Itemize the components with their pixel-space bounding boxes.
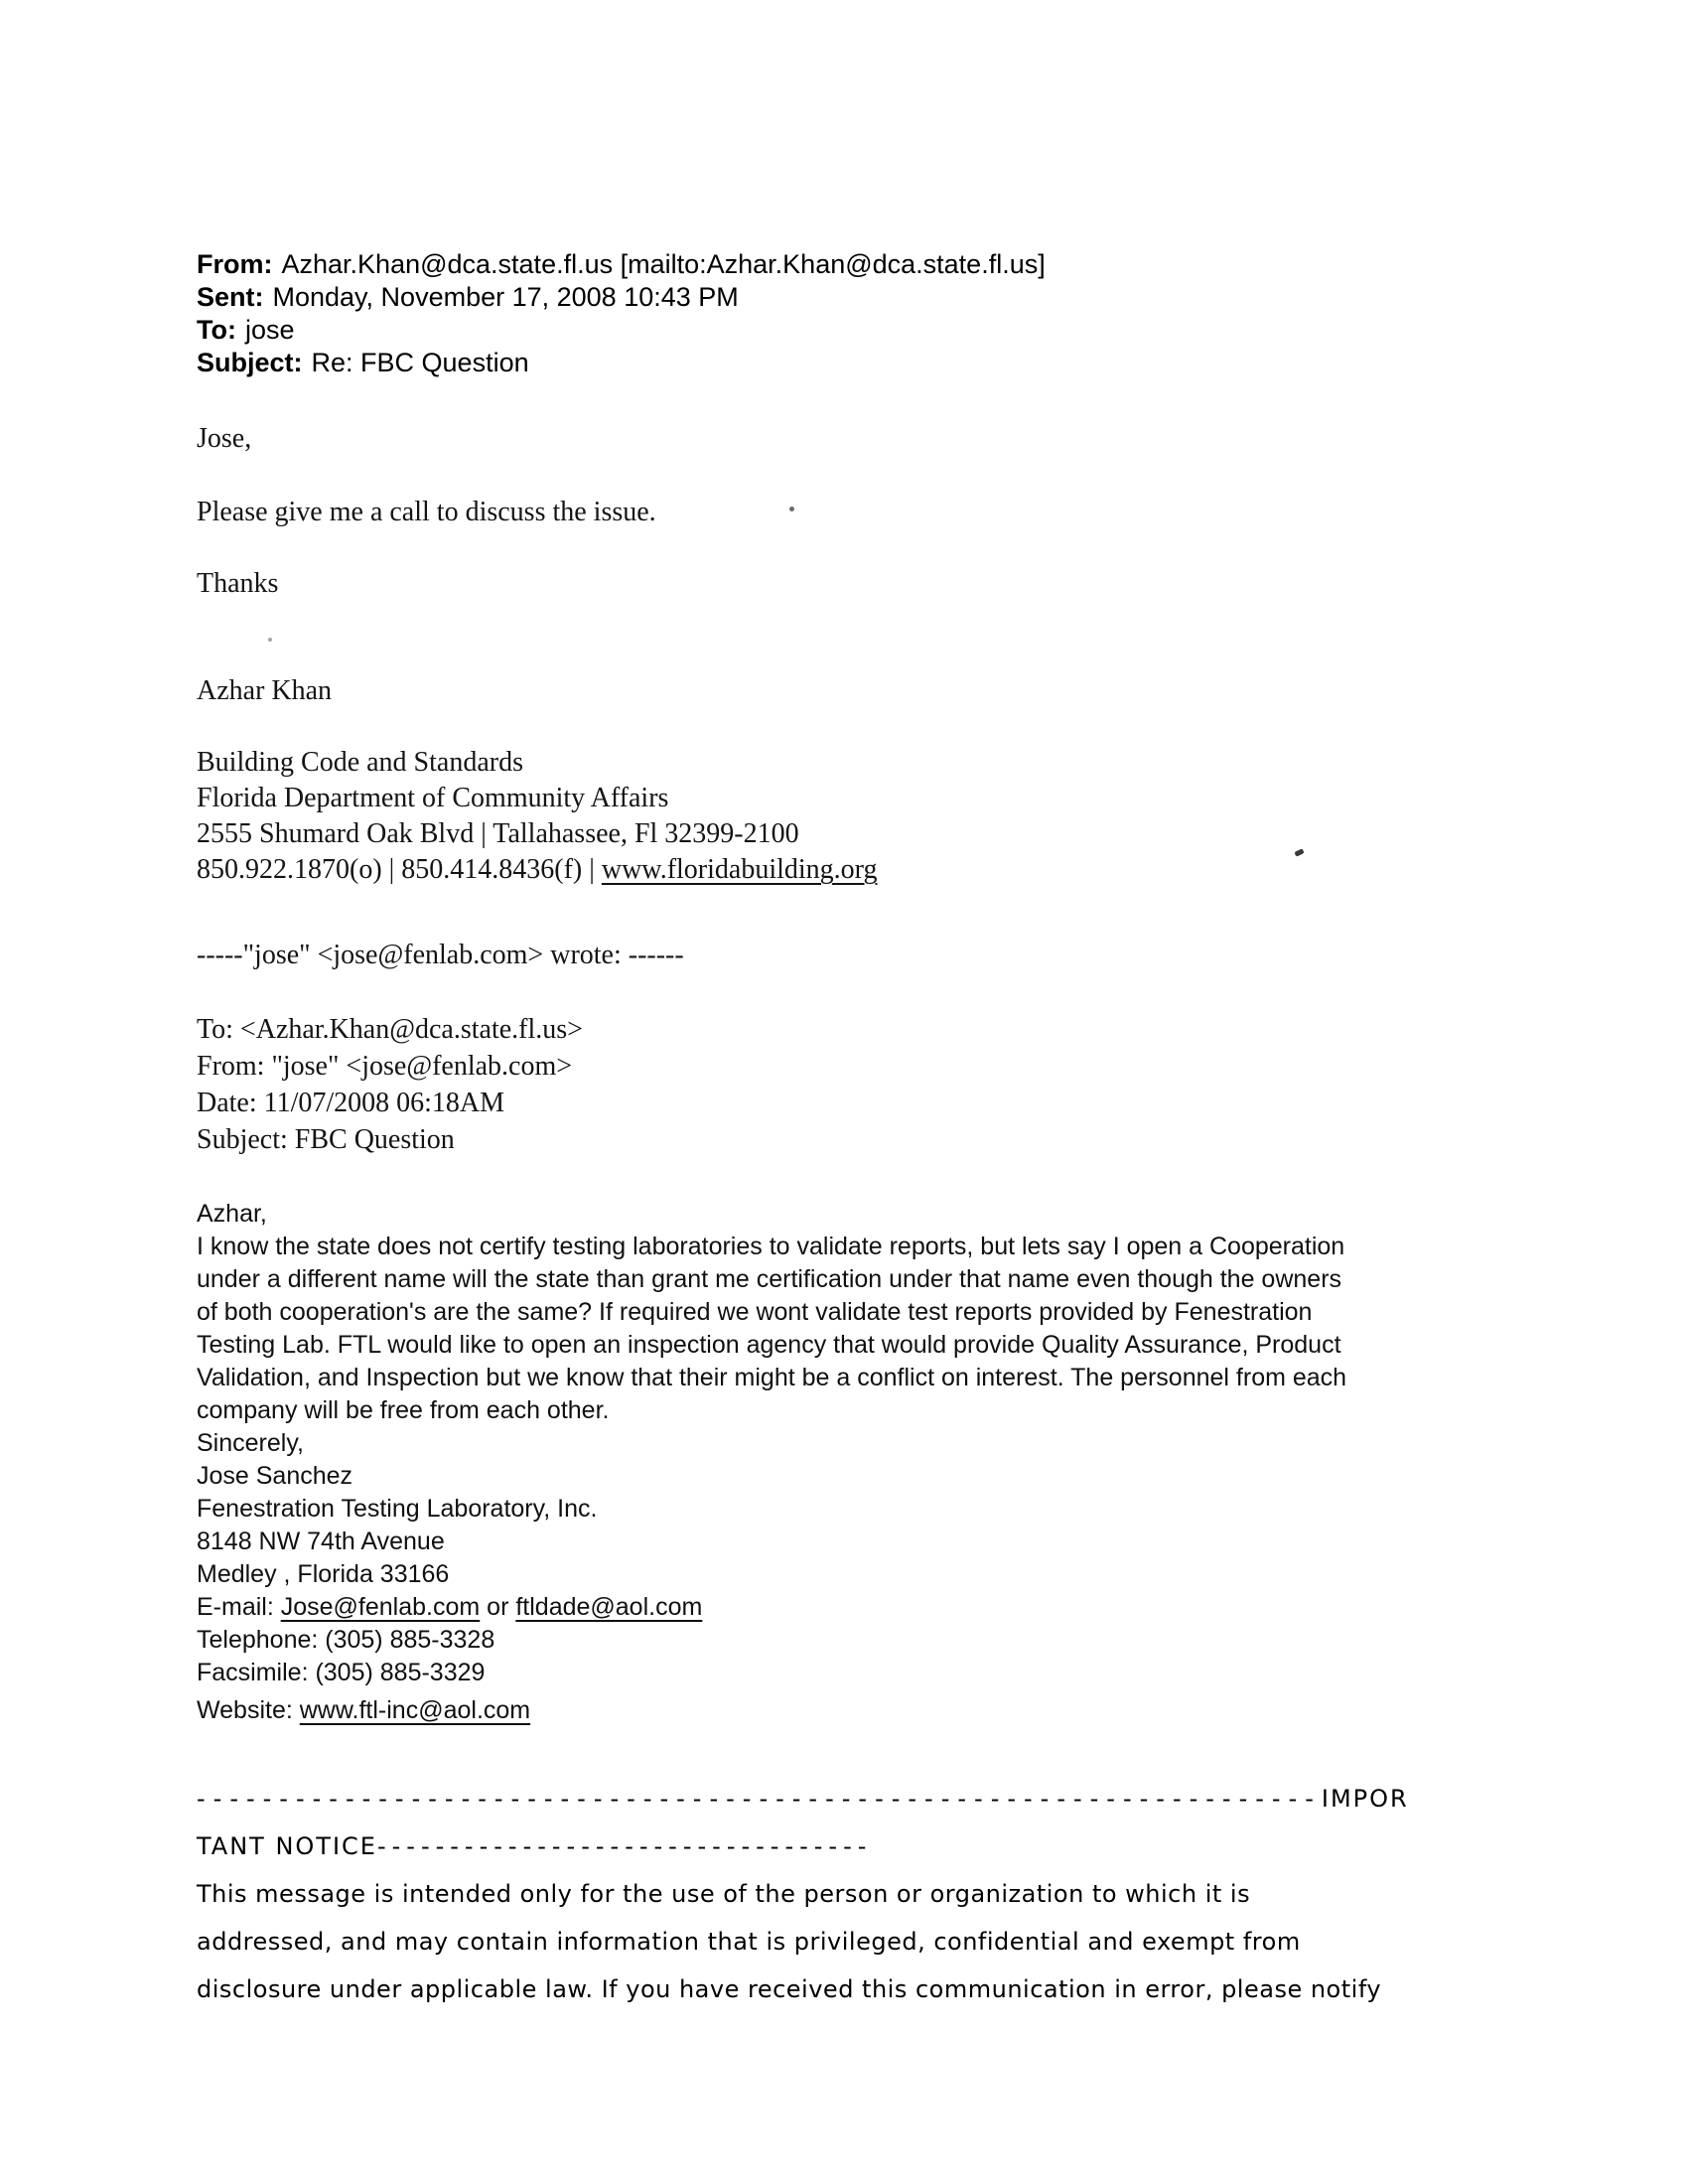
email-separator: or: [480, 1593, 516, 1621]
sender-company: Fenestration Testing Laboratory, Inc.: [197, 1495, 598, 1523]
email-document: [197, 248, 1567, 2013]
notice-tant-notice-text: TANT NOTICE: [197, 1832, 377, 1860]
from-value: Azhar.Khan@dca.state.fl.us [mailto:Azhar.Khan@dca.state.fl.us]: [281, 249, 1046, 279]
subject-label: Subject:: [197, 348, 303, 377]
sent-label: Sent:: [197, 282, 264, 312]
quoted-header-block: [197, 1011, 1567, 1158]
sender-phone-line: Telephone: (305) 885-3328: [197, 1626, 495, 1654]
email-header: [197, 248, 1567, 379]
quoted-from-line: From: "jose" <jose@fenlab.com>: [197, 1051, 573, 1082]
floridabuilding-link[interactable]: www.floridabuilding.org: [601, 854, 878, 885]
quoted-body-line: Testing Lab. FTL would like to open an inspection agency that would provide Quality Assurance, Product: [197, 1331, 1341, 1359]
quoted-greeting: Azhar,: [197, 1200, 267, 1228]
important-notice-block: [197, 1775, 1567, 2013]
header-to-line: [197, 314, 1567, 347]
sender-fax-line: Facsimile: (305) 885-3329: [197, 1659, 486, 1686]
notice-body-line: This message is intended only for the use of the person or organization to which it is: [197, 1880, 1251, 1908]
subject-value: Re: FBC Question: [311, 348, 529, 377]
reply-greeting: Jose,: [197, 423, 252, 454]
header-subject-line: [197, 347, 1567, 379]
quoted-date-line: Date: 11/07/2008 06:18AM: [197, 1088, 505, 1118]
notice-body-line: addressed, and may contain information that is privileged, confidential and exempt from: [197, 1928, 1301, 1956]
signature-contact-line: [197, 852, 1567, 888]
sender-street: 8148 NW 74th Avenue: [197, 1528, 445, 1555]
quoted-closing: Sincerely,: [197, 1429, 304, 1457]
signature-address: 2555 Shumard Oak Blvd | Tallahassee, Fl 32399-2100: [197, 818, 799, 849]
notice-body-line: disclosure under applicable law. If you have received this communication in error, please notify: [197, 1975, 1382, 2003]
notice-divider-line-1: [197, 1775, 1567, 1822]
quoted-body-line: under a different name will the state than grant me certification under that name even though the owners: [197, 1265, 1342, 1293]
quoted-body-line: Validation, and Inspection but we know that their might be a conflict on interest. The personnel from each: [197, 1364, 1347, 1391]
to-label: To:: [197, 315, 236, 345]
to-value: jose: [244, 315, 295, 345]
header-sent-line: [197, 281, 1567, 314]
signature-phones: 850.922.1870(o) | 850.414.8436(f) |: [197, 854, 602, 885]
quoted-subject-line: Subject: FBC Question: [197, 1124, 455, 1155]
sender-email-line: [197, 1591, 1567, 1624]
email-label: E-mail:: [197, 1593, 281, 1621]
ftl-website-link[interactable]: www.ftl-inc@aol.com: [299, 1696, 531, 1724]
quoted-to-line: To: <Azhar.Khan@dca.state.fl.us>: [197, 1014, 583, 1045]
sent-value: Monday, November 17, 2008 10:43 PM: [272, 282, 739, 312]
quoted-body-line: of both cooperation's are the same? If required we wont validate test reports provided by Fenestration: [197, 1298, 1313, 1326]
reply-body-text: Please give me a call to discuss the issue.: [197, 497, 656, 527]
quote-divider: -----"jose" <jose@fenlab.com> wrote: ------: [197, 940, 684, 970]
website-label: Website:: [197, 1696, 300, 1724]
reply-signature-block: [197, 745, 1567, 888]
quoted-body-line: I know the state does not certify testing laboratories to validate reports, but lets say I open a Cooperation: [197, 1233, 1345, 1260]
reply-thanks: Thanks: [197, 568, 279, 599]
reply-sender-name: Azhar Khan: [197, 675, 333, 706]
notice-dashes-1: --------------------------------------------------------------------: [197, 1785, 1322, 1813]
scan-artifact: [268, 638, 272, 642]
quoted-body-line: company will be free from each other.: [197, 1396, 610, 1424]
email-link-ftldade[interactable]: ftldade@aol.com: [515, 1593, 703, 1621]
notice-dashes-2: ----------------------------------: [376, 1832, 873, 1860]
signature-department: Building Code and Standards: [197, 747, 523, 778]
sender-website-line: [197, 1694, 1567, 1727]
sender-city: Medley , Florida 33166: [197, 1560, 450, 1588]
notice-divider-line-2: [197, 1822, 1567, 1870]
email-link-fenlab[interactable]: Jose@fenlab.com: [280, 1593, 481, 1621]
from-label: From:: [197, 249, 273, 279]
signature-organization: Florida Department of Community Affairs: [197, 783, 669, 813]
sender-name: Jose Sanchez: [197, 1462, 353, 1490]
notice-impor-text: IMPOR: [1321, 1785, 1409, 1813]
header-from-line: [197, 248, 1567, 281]
quoted-body-block: [197, 1198, 1567, 1727]
scan-artifact: [789, 507, 794, 511]
